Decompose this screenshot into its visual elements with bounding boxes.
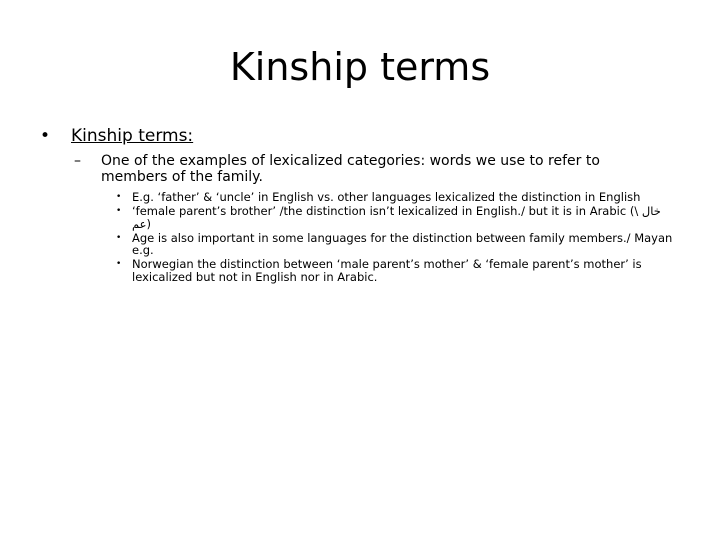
bullet-level3-text: E.g. ‘father’ & ‘uncle’ in English vs. other languages lexicalized the distinction in English [132,190,641,204]
bullet-level3-list [114,191,684,285]
bullet-level2-text: One of the examples of lexicalized categories: words we use to refer to members of the family. [101,153,600,185]
bullet-icon: • [40,126,51,146]
bullet-level3-item [114,205,684,230]
bullet-icon: • [116,192,122,202]
bullet-level1-text: Kinship terms: [71,126,194,146]
bullet-level3-text: Norwegian the distinction between ‘male parent’s mother’ & ‘female parent’s mother’ is lexicalized but not in English nor in Arabic. [132,257,642,284]
bullet-level3-item [114,232,684,257]
bullet-level3-text: ‘female parent’s brother’ /the distinction isn’t lexicalized in English./ but it is in Arabic (خال \ عم) [132,204,661,231]
bullet-icon: • [116,232,122,243]
bullet-icon: • [116,206,122,216]
bullet-level3-item [114,258,684,283]
bullet-icon: • [116,259,122,269]
slide-title: Kinship terms [229,45,491,89]
bullet-level2 [74,153,674,185]
dash-icon: – [74,153,81,169]
bullet-level3-text: Age is also important in some languages for the distinction between family members./ Mayan e.g. [132,230,673,257]
bullet-level3-item [114,191,684,204]
